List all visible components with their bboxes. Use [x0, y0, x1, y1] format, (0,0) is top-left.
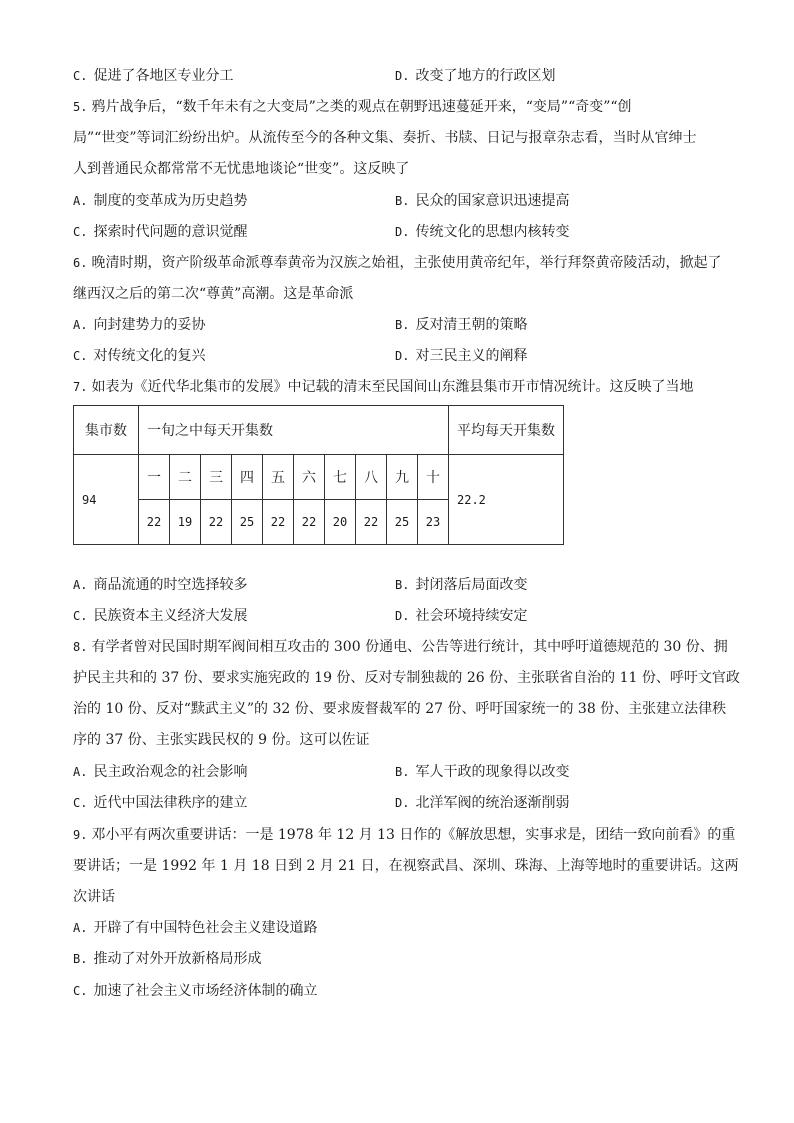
- q5-stem-line-1: 5. 鸦片战争后，“数千年未有之大变局”之类的观点在朝野迅速蔓延开来，“变局”“奇变”“创: [73, 99, 632, 115]
- table-cell-value: 22: [294, 500, 325, 545]
- table-cell-day: 七: [325, 455, 356, 500]
- table-cell-day: 四: [232, 455, 263, 500]
- q8-stem-line-2: 护民主共和的 37 份、要求实施宪政的 19 份、反对专制独裁的 26 份、主张联省自治的 11 份、呼吁文官政: [73, 670, 740, 686]
- q9-stem-line-3: 次讲话: [73, 889, 115, 905]
- q6-stem-line-1: 6. 晚清时期，资产阶级革命派尊奉黄帝为汉族之始祖，主张使用黄帝纪年，举行拜祭黄帝陵活动，掀起了: [73, 255, 722, 271]
- q5-option-a: A. 制度的变革成为历史趋势: [73, 193, 248, 209]
- table-header-average: 平均每天开集数: [449, 406, 564, 455]
- q6-option-d: D. 对三民主义的阐释: [395, 348, 528, 364]
- table-cell-value: 22: [356, 500, 387, 545]
- q8-stem-line-4: 序的 37 份、主张实践民权的 9 份。这可以佐证: [73, 732, 370, 748]
- q9-option-c: C. 加速了社会主义市场经济体制的确立: [73, 983, 318, 999]
- table-cell-day: 八: [356, 455, 387, 500]
- q6-option-b: B. 反对清王朝的策略: [395, 317, 528, 333]
- table-cell-day: 五: [263, 455, 294, 500]
- q5-stem-line-2: 局”“世变”等词汇纷纷出炉。从流传至今的各种文集、奏折、书牍、日记与报章杂志看，当时从官绅士: [73, 130, 697, 146]
- market-stat-table: [73, 405, 564, 545]
- table-cell-value: 25: [232, 500, 263, 545]
- table-cell-value: 25: [387, 500, 418, 545]
- q5-stem-line-3: 人到普通民众都常常不无忧患地谈论“世变”。这反映了: [73, 161, 410, 177]
- q7-option-c: C. 民族资本主义经济大发展: [73, 608, 248, 624]
- q5-option-d: D. 传统文化的思想内核转变: [395, 224, 570, 240]
- q5-option-c: C. 探索时代问题的意识觉醒: [73, 224, 248, 240]
- q6-option-a: A. 向封建势力的妥协: [73, 317, 206, 333]
- q6-stem-line-2: 继西汉之后的第二次“尊黄”高潮。这是革命派: [73, 286, 354, 302]
- q8-option-a: A. 民主政治观念的社会影响: [73, 764, 248, 780]
- table-cell-value: 22: [201, 500, 232, 545]
- q8-stem-line-3: 治的 10 份、反对“黩武主义”的 32 份、要求废督裁军的 27 份、呼吁国家统一的 38 份、主张建立法律秩: [73, 701, 727, 717]
- table-cell-value: 22: [139, 500, 170, 545]
- q4-option-d: D. 改变了地方的行政区划: [395, 68, 556, 84]
- table-cell-value: 19: [170, 500, 201, 545]
- q9-option-b: B. 推动了对外开放新格局形成: [73, 951, 262, 967]
- table-cell-day: 三: [201, 455, 232, 500]
- table-cell-day: 十: [418, 455, 449, 500]
- table-cell-day: 二: [170, 455, 201, 500]
- q9-stem-line-2: 要讲话；一是 1992 年 1 月 18 日到 2 月 21 日，在视察武昌、深圳、珠海、上海等地时的重要讲话。这两: [73, 858, 739, 874]
- q8-option-b: B. 军人干政的现象得以改变: [395, 764, 570, 780]
- table-cell-day: 六: [294, 455, 325, 500]
- q7-option-d: D. 社会环境持续安定: [395, 608, 528, 624]
- q5-option-b: B. 民众的国家意识迅速提高: [395, 193, 570, 209]
- q9-stem-line-1: 9. 邓小平有两次重要讲话：一是 1978 年 12 月 13 日作的《解放思想，实事求是，团结一致向前看》的重: [73, 827, 736, 843]
- table-header-daily-markets: 一旬之中每天开集数: [139, 406, 449, 455]
- table-cell-day: 一: [139, 455, 170, 500]
- q4-option-c: C. 促进了各地区专业分工: [73, 68, 234, 84]
- q8-stem-line-1: 8. 有学者曾对民国时期军阀间相互攻击的 300 份通电、公告等进行统计，其中呼吁道德规范的 30 份、拥: [73, 639, 728, 655]
- table-cell-day: 九: [387, 455, 418, 500]
- q8-option-d: D. 北洋军阀的统治逐渐削弱: [395, 795, 570, 811]
- q7-option-a: A. 商品流通的时空选择较多: [73, 577, 248, 593]
- table-cell-market-count: 94: [74, 455, 139, 545]
- q8-option-c: C. 近代中国法律秩序的建立: [73, 795, 248, 811]
- table-cell-value: 22: [263, 500, 294, 545]
- q9-option-a: A. 开辟了有中国特色社会主义建设道路: [73, 920, 318, 936]
- table-header-market-count: 集市数: [74, 406, 139, 455]
- table-cell-average: 22.2: [449, 455, 564, 545]
- q7-option-b: B. 封闭落后局面改变: [395, 577, 528, 593]
- q7-stem-line: 7. 如表为《近代华北集市的发展》中记载的清末至民国间山东潍县集市开市情况统计。这反映了当地: [73, 379, 694, 395]
- table-cell-value: 20: [325, 500, 356, 545]
- q6-option-c: C. 对传统文化的复兴: [73, 348, 206, 364]
- table-cell-value: 23: [418, 500, 449, 545]
